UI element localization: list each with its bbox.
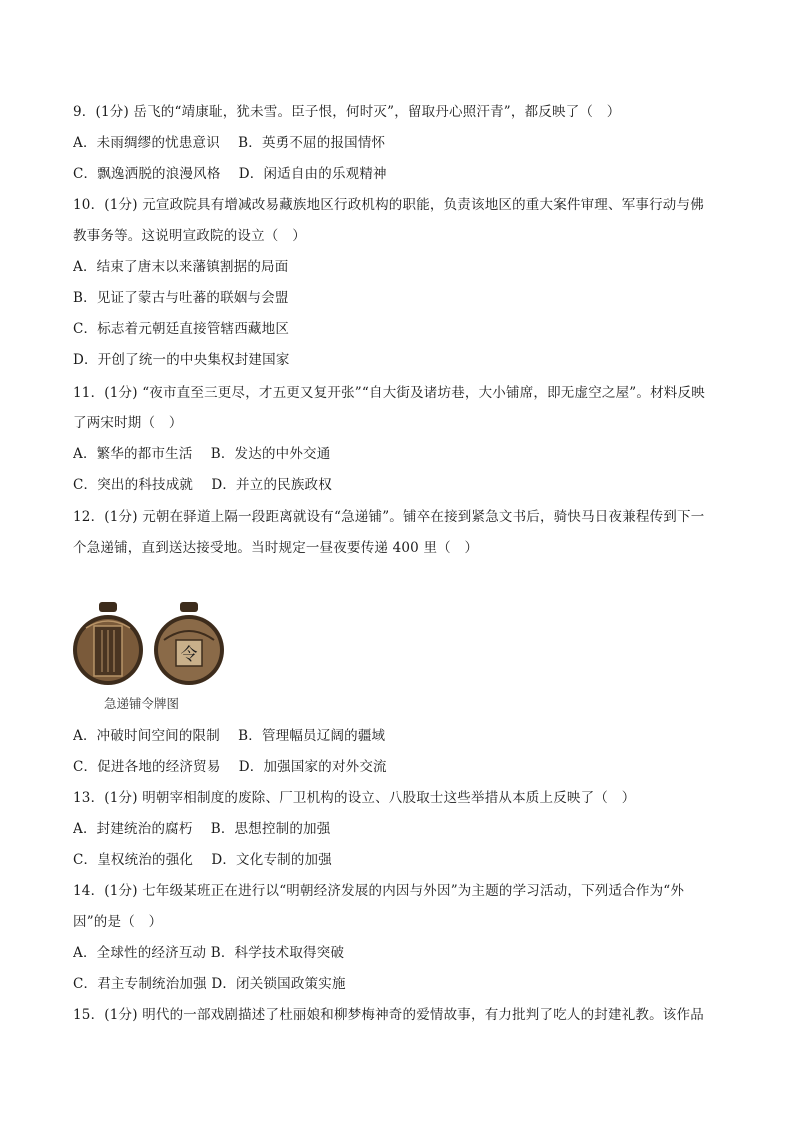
question-14-options-cd: C．君主专制统治加强 D．闭关锁国政策实施	[73, 976, 346, 992]
question-13-stem: 13．(1分) 明朝宰相制度的废除、厂卫机构的设立、八股取士这些举措从本质上反映了（ ）	[73, 790, 636, 806]
question-9-options-cd: C．飘逸洒脱的浪漫风格 D．闲适自由的乐观精神	[73, 166, 387, 182]
token-left	[73, 602, 143, 685]
question-14-stem-line1: 14．(1分) 七年级某班正在进行以“明朝经济发展的内因与外因”为主题的学习活动，下列适合作为“外	[73, 883, 685, 899]
token-caption: 急递铺令牌图	[104, 696, 180, 711]
token-character: 令	[180, 645, 198, 665]
question-9-options-ab: A．未雨绸缪的忧患意识 B．英勇不屈的报国情怀	[73, 135, 386, 151]
question-10-option-b: B．见证了蒙古与吐蕃的联姻与会盟	[73, 290, 289, 306]
question-12-options-ab: A．冲破时间空间的限制 B．管理幅员辽阔的疆域	[73, 728, 386, 744]
question-10-option-a: A．结束了唐末以来藩镇割据的局面	[73, 259, 289, 275]
question-10-option-d: D．开创了统一的中央集权封建国家	[73, 352, 290, 368]
question-13-options-cd: C．皇权统治的强化 D．文化专制的加强	[73, 852, 332, 868]
question-14-options-ab: A．全球性的经济互动 B．科学技术取得突破	[73, 945, 345, 961]
question-12-stem-line1: 12．(1分) 元朝在驿道上隔一段距离就设有“急递铺”。铺卒在接到紧急文书后，骑快马日夜兼程传到下一	[73, 509, 705, 525]
question-10-stem-line2: 教事务等。这说明宣政院的设立（ ）	[73, 228, 306, 244]
question-10-stem-line1: 10．(1分) 元宣政院具有增减改易藏族地区行政机构的职能，负责该地区的重大案件审理、军事行动与佛	[73, 197, 704, 213]
question-15-stem-line1: 15．(1分) 明代的一部戏剧描述了杜丽娘和柳梦梅神奇的爱情故事，有力批判了吃人的封建礼教。该作品	[73, 1007, 704, 1023]
question-13-options-ab: A．封建统治的腐朽 B．思想控制的加强	[73, 821, 331, 837]
question-9-stem: 9．(1分) 岳飞的“靖康耻，犹未雪。臣子恨，何时灭”，留取丹心照汗青”，都反映了（ ）	[73, 104, 621, 120]
question-10-option-c: C．标志着元朝廷直接管辖西藏地区	[73, 321, 290, 337]
question-11-stem-line2: 了两宋时期（ ）	[73, 415, 183, 431]
token-right	[154, 602, 224, 685]
question-14-stem-line2: 因”的是（ ）	[73, 914, 163, 930]
question-12-options-cd: C．促进各地的经济贸易 D．加强国家的对外交流	[73, 759, 387, 775]
question-12-stem-line2: 个急递铺，直到送达接受地。当时规定一昼夜要传递 400 里（ ）	[73, 540, 479, 556]
token-image	[72, 600, 232, 700]
question-11-options-ab: A．繁华的都市生活 B．发达的中外交通	[73, 446, 331, 462]
question-11-options-cd: C．突出的科技成就 D．并立的民族政权	[73, 477, 332, 493]
question-11-stem-line1: 11．(1分) “夜市直至三更尽，才五更又复开张”“自大街及诸坊巷，大小铺席，即无虚空之屋”。材料反映	[73, 385, 705, 401]
